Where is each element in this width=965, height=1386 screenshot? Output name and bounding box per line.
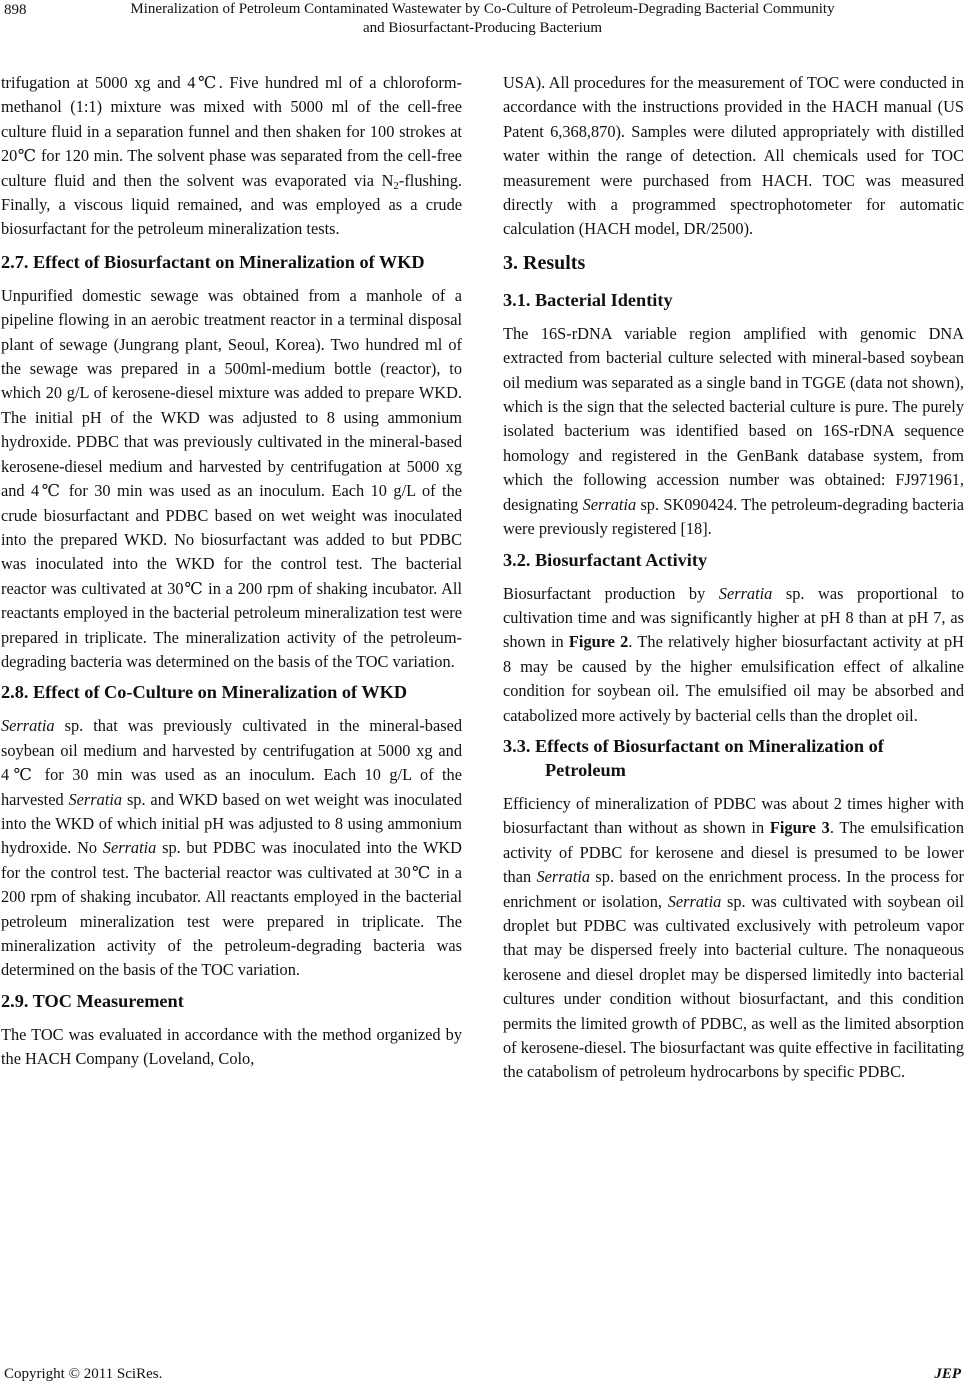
page-header (0, 0, 965, 46)
text-run: . The relatively higher biosurfactant activity at pH 8 may be caused by the higher emulsification effect of alkaline condition for soybean oil. The emulsified oil may be absorbed and catabolized more actively by bacterial cells than the droplet oil. (503, 632, 964, 725)
paragraph-3-2 (503, 582, 964, 728)
heading-3-3: 3.3. Effects of Biosurfactant on Mineralization of Petroleum (503, 735, 884, 780)
intro-text: trifugation at 5000 xg and 4℃. Five hundred ml of a chloroform-methanol (1:1) mixture was mixed with 5000 ml of the cell-free culture fluid in a separation funnel and then shaken for 100 strokes at 20℃ for 120 min. The solvent phase was separated from the cell-free culture fluid and then the solvent was evaporated via N (1, 73, 462, 190)
paragraph-3-1 (503, 322, 964, 542)
figure-reference: Figure 3 (769, 818, 830, 838)
species-name: Serratia (667, 891, 722, 911)
species-name: Serratia (582, 494, 637, 514)
text-run: The 16S-rDNA variable region amplified with genomic DNA extracted from bacterial culture selected with mineral-based soybean oil medium was separated as a single band in TGGE (data not shown), which is the sign that the selected bacterial culture is pure. The purely isolated bacterium was identified based on 16S-rDNA sequence homology and registered in the GenBank database system, from which the following accession number was obtained: FJ971961, designating (503, 323, 964, 514)
n2-subscript: 2 (393, 179, 399, 192)
text-run: sp. SK090424. The petroleum-degrading bacteria were previously registered [18]. (503, 494, 964, 539)
text-run: . The emulsification activity of PDBC for kerosene and diesel is presumed to be lower than (503, 818, 965, 887)
species-name: Serratia (102, 838, 157, 858)
paragraph-3-3 (503, 792, 964, 1085)
text-run: Biosurfactant production by (503, 583, 719, 603)
page-number: 898 (4, 2, 27, 18)
species-name: Serratia (68, 789, 123, 809)
running-title-line-2: and Biosurfactant-Producing Bacterium (362, 20, 603, 36)
heading-3-results: 3. Results (503, 251, 586, 274)
text-run: sp. was proportional to cultivation time and was significantly higher at pH 8 than at pH 7, as shown in (503, 583, 964, 652)
text-run: sp. based on the enrichment process. In the process for enrichment or isolation, (503, 867, 964, 911)
paragraph-2-8 (1, 714, 462, 982)
running-title (40, 0, 925, 38)
figure-reference: Figure 2 (568, 632, 629, 652)
text-run: Efficiency of mineralization of PDBC was about 2 times higher with biosurfactant than without as shown in (503, 793, 964, 838)
species-name: Serratia (1, 716, 55, 736)
right-column (503, 71, 964, 1085)
journal-abbreviation: JEP (934, 1366, 961, 1382)
copyright-notice: Copyright © 2011 SciRes. (4, 1366, 163, 1382)
paragraph-2-7: Unpurified domestic sewage was obtained from a manhole of a pipeline flowing in an aerobic treatment reactor in a terminal disposal plant of sewage (Jungrang plant, Seoul, Korea). Two hundred ml of the sewage was prepared in a 500ml-medium bottle (reactor), to which 20 g/L of kerosene-diesel mixture was added to prepare WKD. The initial pH of the WKD was adjusted to 8 using ammonium hydroxide. PDBC that was previously cultivated in the mineral-based kerosene-diesel medium and harvested by centrifugation at 5000 xg and 4℃ for 30 min was used as an inoculum. Each 10 g/L of the crude biosurfactant and PDBC based on wet weight was inoculated into the prepared WKD. No biosurfactant was added to but PDBC was inoculated into the WKD for the control test. The bacterial reactor was cultivated at 30℃ in a 200 rpm of shaking incubator. All reactants employed in the bacterial petroleum mineralization test were prepared in triplicate. The mineralization activity of the petroleum-degrading bacteria was determined on the basis of the TOC variation. (1, 285, 462, 671)
text-run: sp. but PDBC was inoculated into the WKD for the control test. The bacterial reactor was cultivated at 30℃ in a 200 rpm of shaking incubator. All reactants employed in the bacterial petroleum mineralization test were prepared in triplicate. The mineralization activity of the petroleum-degrading bacteria was determined on the basis of the TOC variation. (1, 838, 462, 980)
heading-2-7: 2.7. Effect of Biosurfactant on Mineralization of WKD (1, 251, 425, 272)
species-name: Serratia (536, 867, 591, 887)
left-column (1, 71, 462, 1072)
heading-2-8: 2.8. Effect of Co-Culture on Mineralization of WKD (1, 682, 408, 703)
paragraph-2-9: The TOC was evaluated in accordance with the method organized by the HACH Company (Loveland, Colo, (1, 1024, 462, 1069)
heading-2-9: 2.9. TOC Measurement (1, 990, 184, 1011)
paragraph-intro (1, 71, 462, 242)
text-run: sp. that was previously cultivated in the mineral-based soybean oil medium and harvested by centrifugation at 5000 xg and 4℃ for 30 min was used as an inoculum. Each 10 g/L of the harvested (1, 716, 462, 809)
heading-3-1: 3.1. Bacterial Identity (503, 289, 673, 310)
running-title-line-1: Mineralization of Petroleum Contaminated Wastewater by Co-Culture of Petroleum-Degrading Bacterial Community (130, 1, 835, 17)
paragraph-toc-continued: USA). All procedures for the measurement of TOC were conducted in accordance with the instructions provided in the HACH manual (US Patent 6,368,870). Samples were diluted appropriately with distilled water within the range of detection. All chemicals used for TOC measurement were purchased from HACH. TOC was measured directly with a programmed spectrophotometer for automatic calculation (HACH model, DR/2500). (503, 73, 964, 239)
species-name: Serratia (718, 583, 773, 603)
text-run: sp. and WKD based on wet weight was inoculated into the WKD of which initial pH was adjusted to 8 using ammonium hydroxide. No (1, 789, 462, 858)
page-footer (0, 1364, 965, 1386)
intro-text-end: -flushing. Finally, a viscous liquid remained, and was employed as a crude biosurfactant for the petroleum mineralization tests. (1, 170, 462, 239)
text-run: sp. was cultivated with soybean oil droplet but PDBC was cultivated exclusively with petroleum vapor that may be dispersed freely into bacterial culture. The nonaqueous kerosene and diesel droplet may be dispersed limitedly into bacterial cultures under condition without biosurfactant, and this condition permits the limited growth of PDBC, as well as the limited absorption of kerosene-diesel. The biosurfactant was quite effective in facilitating the catabolism of petroleum hydrocarbons by specific PDBC. (503, 891, 964, 1082)
heading-3-2: 3.2. Biosurfactant Activity (503, 549, 708, 570)
